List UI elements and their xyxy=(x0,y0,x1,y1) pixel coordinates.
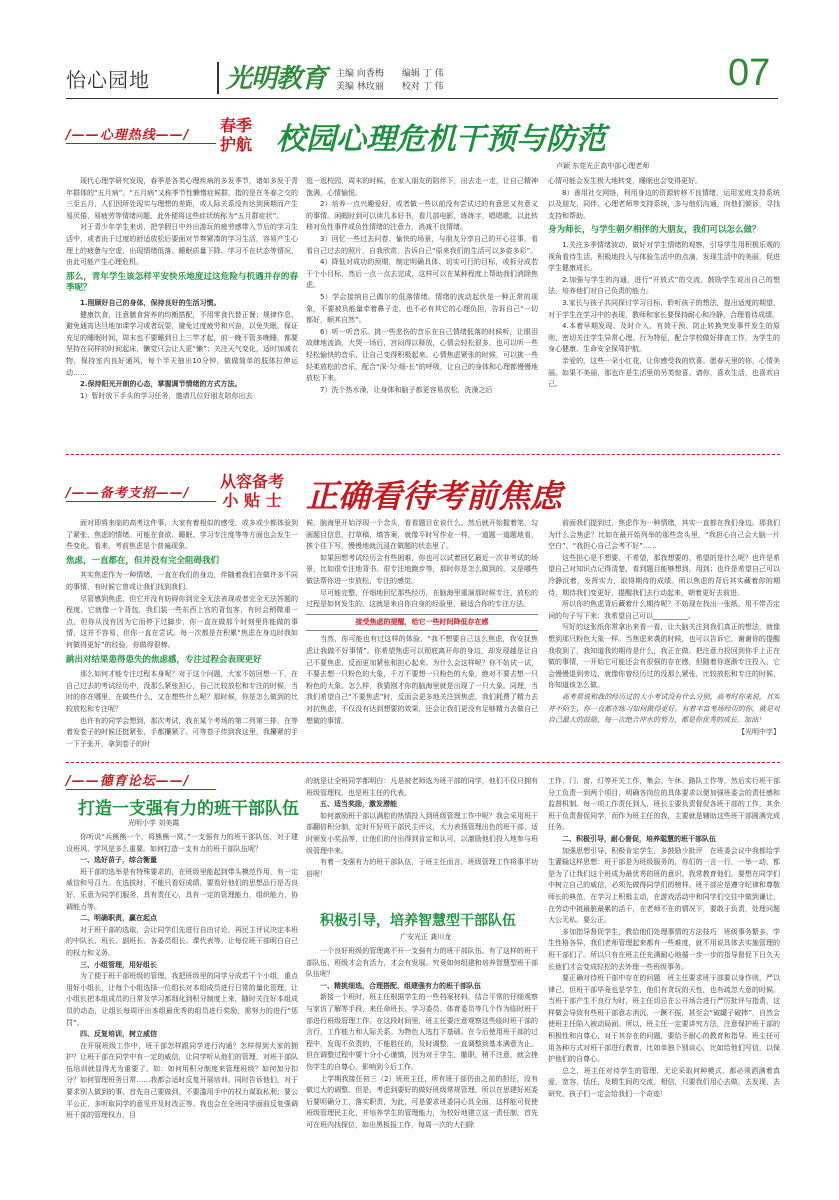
article1-author: 光明小学 刘美霞 xyxy=(128,819,180,827)
section1-column-2 xyxy=(306,176,538,452)
page-number: 07 xyxy=(728,52,771,94)
paragraph: 7）洗个热水澡，让身体和脑子都更容易放松，洗澡之后 xyxy=(320,385,493,394)
paragraph: 健康饮食，注意膳食营养的均衡搭配，不用零食代替正餐；规律作息，避免通宵达旦地加课学习或者玩耍，避免过度疲劳和兴奋，以免失眠，保证充足的睡眠时间，周末也不要睡到日上三竿才起，前一晚不管多晚睡，都要坚持在同样的时间起床，懒觉只会让人更“懒”；关注天气变化，适时加减衣物，保持室内良好通风，每个半天抽出10分钟，做做简单的肢体拉伸运动…… xyxy=(66,310,298,377)
paragraph: 8）善用社交网络，利用身边的资源转移不良情绪，运用家庭支持系统以及朋友、同伴、心理老师等支持系统，多与他们沟通，向他们倾诉，寻找支持和帮助。 xyxy=(548,188,780,220)
paragraph: 有着一支强有力的班干部队伍，于班主任而言，班级管理工作将事半功倍呢！ xyxy=(306,858,538,878)
section-rule xyxy=(66,501,216,502)
paragraph: 你听说“兵熊熊一个，将熊熊一窝。”一支强有力的班干部队伍，对于建设班风、学风是多么重要。如何打造一支有力的班干部队伍呢？ xyxy=(66,833,298,853)
kicker-line-1: 从容备考 xyxy=(220,472,285,491)
paragraph: 4）降低对成功的预期，制定明确具体、切实可行的目标，或拆分成若干个小目标，然后一点一点去完成，这样可以在某种程度上帮助我们消除焦虑。 xyxy=(306,258,538,290)
paragraph: 也许有的同学会想到，那次考试，我在某个考场的第二列第三排，在等着发卷子的时候还挺紧张，手都攥紧了。可等卷子传到我这里，我攥紧的手一下子张开，拿到卷子的时 xyxy=(66,716,298,748)
question-heading: 焦虑，一直都在，但并没有完全阻碍我们 xyxy=(66,555,220,566)
question-heading: 跳出对结果患得患失的焦虑感，专注过程会表现更好 xyxy=(66,654,262,665)
section1-column-1 xyxy=(66,176,298,452)
paragraph: 2.加强与学生的沟通，进行“开放式”的交流，鼓励学生说出自己的想法，培养他们对自己负责的能力。 xyxy=(548,275,780,296)
paragraph: 一个良好班级的管理离不开一支强有力的班干部队伍。有了这样的班干部队伍，班级才会有活力，才会有发展。究竟如何组建和培养智慧型班干部队伍呢？ xyxy=(306,947,538,979)
newspaper-logo: 光明教育 xyxy=(226,64,327,94)
paragraph: 那么如何才能专注过程本身呢？对于这个问题，大家不妨回想一下，在自己过去的考试经历中，没那么紧张担心，自己比较放松和专注的时候，当时的你在哪里，在做些什么，又在想些什么呢？那时候，你是怎么做到的比较放松和专注呢？ xyxy=(66,670,298,713)
closing-note: 高考莫说和我的经历过的大小考试没有什么分别，高考时你来说，其实并不陌生，你一直都在练习如何做得更好。有着丰富考场经历的你，就是对自己最大的鼓励，每一次绝合冲水的努力，都是你优秀的成长。加油！ xyxy=(548,692,780,725)
paragraph: 要正确对待班干部中存在的问题 班主任要求班干部要以身作则，严以律己，但班干部毕竟也是学生，他们有贪玩的天性，也有疏忽大意的时候。当班干部产生不良行为时，班主任切忌在公开场合进行严厉批评与指责，这样做会导致有些班干部意志消沉，一蹶不振，甚至会“破罐子破摔”，自然会使班主任陷入被动局面。所以，班主任一定要讲究方法，注意保护班干部的积极性和自尊心，对于其存在的问题，要给予耐心的教育和指导。班主任可用各种方式对班干部进行教育，比如单独个别谈心，比如给他们写信，以保护他们的自尊心。 xyxy=(548,974,780,1064)
column-name: 怡心园地 xyxy=(66,68,150,92)
paragraph: 3.家长与孩子共同探讨学习目标，聆听孩子的想法，提出适度的期望，对于学生在学习中的表现，教师和家长要保持耐心和冷静，合理看待成绩。 xyxy=(548,298,780,319)
section-rule xyxy=(66,789,216,790)
paragraph: 2）培养一点兴趣爱好，或者做一些以前没有尝试过的有意思又有意义的事情。闲暇时到可以读几本好书，看几部电影，练练字，唱唱歌，以此转移对负性事件或负性情绪的注意力，消减不良情绪。 xyxy=(306,200,538,232)
article2-title: 积极引导，培养智慧型干部队伍 xyxy=(320,913,516,929)
section2-column-2 xyxy=(306,518,538,758)
question-heading: 那么，青年学生该怎样平安快乐地度过这危险与机遇并存的春季呢？ xyxy=(66,271,298,294)
paragraph: 上学期我接任初三（2）班班主任，所有班干部仍由之前的担任，没有做过大的调整。但是，考虑到要好的做好班级常规管理，所以在思建好班委后要明确分工，落实职责，为此，可是要求班委同心具全面，这样能可促使班级管理民主化，并培养学生的管理能力，为校好地建立这一责任制，首先可在班内找探位，如出黑板报工作，每周一次的大扫除 xyxy=(306,1074,538,1129)
paragraph: 为了便于班干部班级的管理，我把班级里的同学分成若干个小组，重点用好小组长，让每个小组选择一位组长对本组成员进行日常的量化管理，让小组长把本组成员的日常及学习都细化到积分制度上来，随时关注好本组成员的动态，让组长每周评出本组最优秀的组员进行奖励，需努力的进行“惩罚”。 xyxy=(66,972,298,1027)
paragraph: 写好的这张纸你常拿出来看一看，让大脑关注到我们真正的想法，就像想到那只粉色大象一样。当焦虑来袭的时候，也可以告诉它，谢谢你的提醒我收到了，我知道我的期待是什么，我正在做。把注意力投回到你手上正在做的事情，一开始它可能还会有很强的存在感，但随着你逐渐专注投入，它会慢慢退到旁边，就像你曾经历过的没那么紧张，比较放松和专注的时候，你知道该怎么做。 xyxy=(548,623,780,690)
paragraph: 总之，班主任对待学生的管理，无论采取何种模式，都必须洒满着真爱，宽容，恬任，及精生间的交流，相信，只要我们用心去做，去发现，去研究，孩子们一定会给我们一个奇迹！ xyxy=(548,1066,780,1099)
article1-title: 打造一支强有力的班干部队伍 xyxy=(78,799,299,819)
paragraph: 多加指导督促学生，教给他们处理事情的方法技巧 班级事务繁多，学生性格各异，我们老师管理起来都有一些难度，就不用说具体去实施管理的班干部们了。所以只有在班主任充满耐心地循一步一步的指导督促下日久天长他们才会变成轻松的去外理一些班级事务。 xyxy=(548,927,780,971)
paragraph: 亲爱的，这些一朵小红花，让你感受我的欣喜。愿春天里的你，心情美丽。如果不美丽，那也许是生活里的另类惊喜。请你，喜欢生活，也喜欢自己。 xyxy=(548,356,780,389)
article2-author: 广安光正 龚川龙 xyxy=(400,933,452,941)
kicker-line-1: 春季 xyxy=(220,116,253,135)
paragraph: 如果回想考试经历会有些困难，你也可以试着回忆最近一次非考试的场景，比如很专注地背书、很专注地跑步等，那时你是怎么做到的，又是哪些做法帮你进一步放松、专注的感觉。 xyxy=(306,553,538,585)
paragraph: 对于班干部的选取，会让同学们先进行自由讨论，再民主评议决定本班的中队长、班长、副班长、各委员组长、课代表等。让每位班干部明白自己的权力和义务。 xyxy=(66,925,298,957)
kicker-line-2: 小 贴 士 xyxy=(222,491,282,510)
paragraph: 所以你的焦虑背后藏着什么期待呢？不妨现在找出一张纸，用不带否定词的句子写下来：我希望自己可以__________。 xyxy=(548,600,780,620)
paragraph: 班干部的选举是有特殊要求的，在班级里能起到带头模范作用，有一定威信和号召力。在选拔时，不能只看好成绩，要看好他们的思想品行是否良好，乐意为同学们服务，具有责任心，具有一定的管理能力，组织能力，协调能力等。 xyxy=(66,867,298,911)
paragraph: 面对即将来临的高考这件事，大家有着相似的感受，或多或少都体验到了紧张、焦虑的情绪。可能在食欲、睡眠、学习专注度等等方面也会发生一些变化。看来，考前焦虑是个普遍现象。 xyxy=(66,519,298,551)
author-section1: 卢颖 东莞光正高中部心理老师 xyxy=(556,162,650,170)
subheading: 一、选好苗子，综合衡量 xyxy=(80,856,157,865)
paragraph: 1）暂时放下手头的学习任务，邀请几位好朋友陪你出去 xyxy=(80,391,253,400)
paragraph: 现代心理学研究发现，春季是各类心理疾病的多发季节，诸如多发于青年群体的“五月病”。“五月病”又称季节性懒惰症候群，指的是在冬春之交的三至五月，人们因所处现实与理想的差距，或人际关系没有达到预期而产生易厌倦、易疲劳等情绪问题，此外便将这些症状统称为“五月群症状”。 xyxy=(66,177,298,220)
article2-column-2 xyxy=(306,946,538,1190)
subheading: 1.照顾好自己的身体，保持良好的生活习惯。 xyxy=(80,298,221,307)
article1-column-1 xyxy=(66,832,298,1190)
subheading: 四、反复培训，树立威信 xyxy=(80,1030,157,1039)
staff-credits xyxy=(336,68,462,94)
kicker-line-2: 护航 xyxy=(220,135,253,154)
paragraph: 工作，门、窗、灯等开关工作，集会、午休、路队工作等，然后实行班干部分工负责一到两个项目，明确各岗位的具体要求以便加强班委会的责任感和监督机制。每一项工作责任到人，班长主要负责督促各班干部的工作，其余班干负责督促同学，而作为班主任的我，主要就是辅助这些班干部圆满完成任务。 xyxy=(548,777,780,832)
headline-kicker xyxy=(220,472,284,510)
subheading: 五、适当奖励，激发潜能 xyxy=(320,800,397,809)
headline-section1: 校园心理危机干预与防范 xyxy=(276,122,606,157)
staff-editor: 编辑 丁 伟 xyxy=(401,69,444,79)
staff-proofreader: 校对 丁 伟 xyxy=(401,82,444,92)
paragraph: 3）回忆一些过去问卷、愉快的场景，与朋友分享自己的开心往事，看看自己过去的照片，自我欣赏，告诉自己“原来我们的生活可以多姿多彩”。 xyxy=(306,234,538,255)
paragraph: 逛一逛校园，周末的时候，在家人朋友的陪伴下，出去走一走，让自己精神饱满，心情愉悦。 xyxy=(306,177,538,197)
subheading: 接受焦虑的提醒，给它一些时间降低存在感 xyxy=(306,614,538,632)
masthead-divider xyxy=(217,62,219,94)
article1-column-2 xyxy=(306,776,538,900)
paragraph: 5）学会接纳自己偶尔的低落情绪。情绪的波动起伏是一种正常的现象，不要被负能量牵着鼻子走，也不必有其它的心理负担，告诉自己“一切都好，顺其自然”。 xyxy=(306,292,538,325)
section2-column-3 xyxy=(548,518,780,758)
paragraph: 当然，你可能也有过这样的体验，“我不想要自己这么焦虑，我安抚焦虑让我做不好事情”。你希望焦虑可以彻底离开你的身边，却发现越是让自己不要焦虑，反而更加紧张和担心起来。为什么会这样呢？你不妨试一试，不要去想一只粉色的大象，千万不要想一只粉色的大象，绝对不要去想一只粉色的大象。怎么样，我猜刚才你的脑海里就是出现了一只大象。同理，当我们希望自己“不要焦虑”时，反而会更多地关注到焦虑，我们耗费了精力去对抗焦虑，不仅没有达到想要的效果，还会让我们更没有足够精力去做自己想做的事情。 xyxy=(306,635,538,725)
subheading: 二、积极引导，耐心督促，培养聪慧的班干部队伍 xyxy=(562,834,716,843)
section1-column-3 xyxy=(548,176,780,452)
masthead-rule xyxy=(66,98,778,99)
paragraph: 的就是让全班同学都明白：凡是被老师选为班干部的同学，他们不仅只拥有班级管理权，也是班主任的代表。 xyxy=(306,777,538,797)
section-tag-exam: /——备考支招——/ xyxy=(66,486,190,501)
paragraph: 对于青少年学生来说，把学假日中外出游玩的疲劳感带入节后的学习生活中，或者由于过度的舒适放松后要面对节奏紧凑的学习生活，容易产生心理上的疲惫与空虚，出现情绪低落、睡眠质量下降、学习不在状态等情况，由此可能产生心理危机。 xyxy=(66,223,298,267)
paragraph: 加强思想引导，积极肯定学生，多鼓励少批评 在班委会议中我都给学生灌输这样思想：班干部是为班级服务的，你们的一言一行，一举一动，都是为了让我们这个班成为最优秀的班的意识。我常教育他们，要想在同学们中树立自己的威信，必须先做得同学们的榜样。班干部应是遵守纪律和尊敬师长的典范，在学习上积极主动，在游戏活动中和同学们交往中做到谦让，在劳动中挑最脏最累的活干，在老师不在的情况下，要敢于负责，处理问题大公无私。要公正。 xyxy=(548,846,780,925)
headline-section2: 正确看待考前焦虑 xyxy=(306,477,563,515)
paragraph: 心情可能会发生极大地转变，睡眠也会变得更好。 xyxy=(548,177,702,185)
section-divider xyxy=(66,762,780,763)
paragraph: 在开展班级工作中，班干部怎样跟同学进行沟通？怎样得到大家的拥护？让班干部在同学中有一定的威信，让同学听从他们的管理，对班干部队伍培训就显得尤为重要了。如：如何用积分制度来管理班级？如何加分扣分？如何管理班务日常……我都会适时反复开展培训。同时告诉他们，对于要求别人做到的事，首先自己要做到。不要滥用手中的权力谋取私利；要公平公正，多听取同学的意见并及时改正等。我也会在全班同学面前反复强调班干部的管理权力，目 xyxy=(66,1041,298,1120)
signature: 【光明中学】 xyxy=(738,727,780,736)
subheading: 三、小组管理，用好组长 xyxy=(80,960,157,969)
subheading: 二、明确职责，赢在起点 xyxy=(80,914,157,923)
subheading: 一、精挑细选，合理搭配，组建强有力的班干部队伍 xyxy=(320,981,481,990)
paragraph: 新接一个班时，班主任根据学生的一些档案材料，结合平常的仔细观察与家访了解等手段，来任命班长、学习委员、体育委员等几个作为临时班干部进行班级管理工作。在这段时间里，班主任要注意观察这些临时班干部的言行，工作能力和人际关系。为物色人选打下基础。在今后使用班干部的过程中，发现不负责的，不能胜任的，及时调整，一直调整到基本满意为止。但在调整过程中要十分小心谨慎，因为对于学生，撤职，稍不注意，就会挫伤学生的自尊心，影响到今后工作。 xyxy=(306,993,538,1071)
paragraph: 如何激励班干部以满腔的热情投入到班级管理工作中呢？我会采用班干部翻倍积分制，定时开好班干部民主评议，大力表扬管理出色的班干部，适时颁发小奖品等，让他们的付出得到肯定和认可，以激励他们投入地参与班级管理中来。 xyxy=(306,811,538,855)
section-divider xyxy=(66,454,780,455)
paragraph: 6）听一听音乐。挑一些悲伤的音乐在自己情绪低落的时候听，让眼泪故肆地流淌，大哭一场后，宫闷得以释放，心情会轻松很多，也可以听一些轻松愉快的音乐，让自己变得积极起来。心情焦虑紧张的时候，可以挑一些轻柔放松的音乐，配合“深-匀-细-长”的呼吸，让自己的身体和心理都慢慢地放松下来。 xyxy=(306,327,538,383)
paragraph: 前面我们提到过，焦虑作为一种情绪，其实一直都在我们身边。那我们为什么会焦虑？比如在最开始列举的那些念头里，“我担心自己会大脑一片空白”、“我担心自己会考不好”…… xyxy=(548,519,780,551)
article2-column-3 xyxy=(548,776,780,1190)
section2-column-1 xyxy=(66,518,298,758)
paragraph: 其实焦虑作为一种情绪，一直在我们的身边，伴随着我们在做许多不同的事情，有时候它曾或让我们找到我们。 xyxy=(66,571,298,591)
paragraph: 4.本着早期发现、及时介入、有效干预、防止转换突发事件发生的原则，密切关注学生异常心理、行为特征，配合学校做好排查工作，为学生的身心健康、生命安全保驾护航。 xyxy=(548,322,780,354)
staff-chief-editor: 主编 向香梅 xyxy=(336,69,384,79)
paragraph: 尽可能完整、仔细地回忆那些经历，在脑海里重演那时候专注、放松的过程是如何发生的，这就是来自你自身的经验里、最适合你的专注方法。 xyxy=(306,588,538,609)
subheading: 2.保持阳光开朗的心态，掌握调节情绪的方式方法。 xyxy=(80,380,242,389)
question-heading: 身为师长，与学生朝夕相伴的大朋友，我们可以怎么做？ xyxy=(548,225,761,236)
paragraph: 这些担心是不想要、不希望，那我想要的、希望的是什么呢？也许是希望自己对知识点记得清楚，看到题目能够想到，用到；也许是希望自己可以冷静沉着，发挥实力，取得期待的成绩。所以焦虑的背后其实藏着你的期待，期待我们变更好，提醒我们去行动起来，朝着更好去前进。 xyxy=(548,553,780,597)
paragraph: 1.关注多季情绪波动，做好对学生情绪的观察，引导学生用积极乐观的视角看待生活，积极地投入与体验生活中的点滴，发现生活中的美丽，促进学生健康成长。 xyxy=(548,240,780,273)
paragraph: 候，脑海里开始浮现一个念头，看看题目在说什么。然后就开始握着笔，勾画题目信息，打草稿，填答案，就像平时写作业一样，一道题一道题地看，挨个往下写，慢慢地就沉浸在做题的状态里了。 xyxy=(306,519,538,551)
paragraph: 尽管感到焦虑，但它并没有妨碍你到完全无法表现或者完全无法答题的程度。它就像一个背包，我们装一些东西上宫的背包客，有时会稍微重一点，但你从没有因为它而停下过脚步，你一直在做那个时刻里你能做的事情，这并不容易，但你一直在尝试。每一次都是在积累“焦虑在身边时我如何做得更好”的经验，你做得很棒。 xyxy=(66,594,298,649)
section-rule xyxy=(66,143,216,144)
headline-kicker xyxy=(220,116,252,154)
section-tag-psychology: /——心理热线——/ xyxy=(66,128,190,143)
section-tag-moral: /——德育论坛——/ xyxy=(66,774,190,789)
staff-art-editor: 美编 林玫丽 xyxy=(336,82,384,92)
